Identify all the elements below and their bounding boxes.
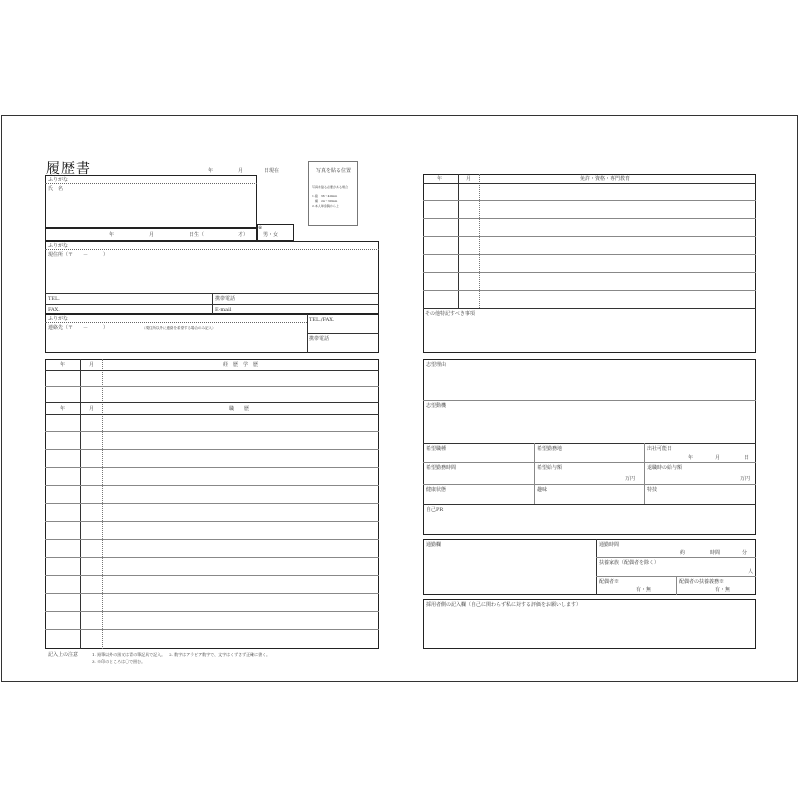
gender-mark: ※ xyxy=(258,225,263,231)
name-label: 氏 名 xyxy=(48,186,64,192)
address-divider xyxy=(212,293,213,314)
history-row-line xyxy=(45,539,379,540)
name-furigana-line xyxy=(45,183,257,184)
notes-label: 記入上の注意 xyxy=(48,652,79,658)
date-month-label: 月 xyxy=(238,168,244,174)
history-row-line xyxy=(45,575,379,576)
name-furigana-label: ふりがな xyxy=(48,177,69,183)
place-label: 希望勤務地 xyxy=(537,446,563,452)
salary-label: 希望給与額 xyxy=(537,465,563,471)
commute-divider xyxy=(596,539,597,595)
spouse-dependent-value: 有・無 xyxy=(715,587,731,593)
license-row-line xyxy=(423,183,756,184)
license-row-line xyxy=(423,254,756,255)
history-row-line xyxy=(45,611,379,612)
wishes-line xyxy=(423,504,756,505)
contact-furigana-label: ふりがな xyxy=(48,316,69,322)
history-row-line xyxy=(45,629,379,630)
contact-furigana-line xyxy=(45,322,307,323)
job-header: 職 歴 xyxy=(229,406,250,412)
license-month-header: 月 xyxy=(466,176,472,182)
address-label: 現住所（〒 － ） xyxy=(48,252,109,258)
health-label: 健康状態 xyxy=(426,487,447,493)
job-year-header: 年 xyxy=(60,406,66,412)
license-row-line xyxy=(423,200,756,201)
wishes-line xyxy=(423,443,756,444)
motivation-line xyxy=(423,400,756,401)
history-year-header: 年 xyxy=(60,362,66,368)
contact-telfax-label: TEL./FAX. xyxy=(309,317,335,323)
job-month-header: 月 xyxy=(89,406,95,412)
spouse-dependent-label: 配偶者の扶養義務※ xyxy=(679,579,725,585)
email-label: E-mail xyxy=(215,307,232,313)
history-month-header: 月 xyxy=(89,362,95,368)
license-row-line xyxy=(423,308,756,309)
birth-month-label: 月 xyxy=(149,232,155,238)
contact-tel-line xyxy=(307,333,379,334)
motivation-box[interactable] xyxy=(423,359,756,535)
hobby-label: 趣味 xyxy=(537,487,548,493)
tel-label: TEL. xyxy=(48,296,60,302)
photo-line-4: 2.本人単身胸から上 xyxy=(312,204,339,208)
hours-label: 希望勤務時間 xyxy=(426,465,457,471)
license-row-line xyxy=(423,236,756,237)
history-row-line xyxy=(45,467,379,468)
spouse-divider xyxy=(676,576,677,595)
fax-label: FAX. xyxy=(48,307,60,313)
license-row-line xyxy=(423,290,756,291)
history-row-line xyxy=(45,431,379,432)
start-day-label: 日 xyxy=(744,455,750,461)
commute-minute-label: 分 xyxy=(742,550,748,556)
hr-label: 採用者側の記入欄（自己に関わらず私に対する評価をお願いします） xyxy=(426,602,582,608)
contact-note: （現住所以外に連絡を希望する場合のみ記入） xyxy=(142,326,216,330)
contact-mobile-label: 携帯電話 xyxy=(309,336,330,342)
commute-about-label: 約 xyxy=(680,550,686,556)
history-row-line xyxy=(45,449,379,450)
commute-line xyxy=(596,557,756,558)
spouse-value: 有・無 xyxy=(636,587,652,593)
license-row-line xyxy=(423,272,756,273)
special-label: その他特記すべき事項 xyxy=(425,311,475,317)
license-month-col xyxy=(479,174,480,308)
pr-label: 自己PR xyxy=(426,507,444,513)
commute-box[interactable] xyxy=(423,539,756,595)
history-row-line xyxy=(45,402,379,403)
start-month-label: 月 xyxy=(715,455,721,461)
license-row-line xyxy=(423,218,756,219)
commute-box-label: 通勤欄 xyxy=(426,542,442,548)
date-year-label: 年 xyxy=(208,168,214,174)
sport-label: 特技 xyxy=(647,487,658,493)
birth-day-label: 日生（ xyxy=(189,232,205,238)
address-furigana-line xyxy=(45,249,379,250)
wishes-line xyxy=(423,462,756,463)
start-year-label: 年 xyxy=(688,455,694,461)
age-label: 才） xyxy=(238,232,249,238)
resume-sheet xyxy=(1,115,798,682)
birth-year-label: 年 xyxy=(109,232,115,238)
education-header: 経 歴 学 歴 xyxy=(223,362,259,368)
skill-label: 志望動機 xyxy=(426,403,447,409)
gender-label: 男・女 xyxy=(263,232,279,238)
history-row-line xyxy=(45,370,379,371)
dependents-unit: 人 xyxy=(748,569,754,575)
photo-title: 写真を貼る位置 xyxy=(316,168,352,174)
license-header: 免許・資格・専門教育 xyxy=(580,176,631,182)
history-row-line xyxy=(45,414,379,415)
history-row-line xyxy=(45,593,379,594)
mobile-label: 携帯電話 xyxy=(215,296,236,302)
wishes-col-line xyxy=(644,443,645,504)
commute-time-label: 通勤時間 xyxy=(599,542,620,548)
start-label: 出社可能日 xyxy=(647,446,673,452)
address-furigana-label: ふりがな xyxy=(48,243,69,249)
history-row-line xyxy=(45,557,379,558)
current-salary-label: 退職時の給与額 xyxy=(647,465,683,471)
notes-line-2: 3. ※印のところは〇で囲む。 xyxy=(92,659,146,664)
license-year-header: 年 xyxy=(437,176,443,182)
resume-title: 履歴書 xyxy=(46,161,91,177)
license-year-col xyxy=(458,174,459,308)
dependents-label: 扶養家族（配偶者を除く） xyxy=(599,560,660,566)
history-row-line xyxy=(45,485,379,486)
notes-line-1: 1. 鉛筆以外の黒又は青の筆記具で記入。 2. 数字はアラビア数字で、文字はくずさず正確に書く。 xyxy=(92,652,271,657)
history-row-line xyxy=(45,521,379,522)
contact-label: 連絡先（〒 － ） xyxy=(48,325,109,331)
photo-line-2: 1.縦 36〜40mm xyxy=(312,194,338,198)
photo-line-3: 横 24〜30mm xyxy=(312,199,338,203)
job-type-label: 希望職種 xyxy=(426,446,447,452)
current-salary-unit: 万円 xyxy=(740,476,751,482)
history-row-line xyxy=(45,386,379,387)
commute-hour-label: 時間 xyxy=(710,550,721,556)
date-day-label: 日現在 xyxy=(264,168,280,174)
photo-line-1: 写真を貼る必要がある場合 xyxy=(312,185,349,189)
history-row-line xyxy=(45,503,379,504)
wishes-line xyxy=(423,484,756,485)
wishes-col-line xyxy=(534,443,535,504)
spouse-label: 配偶者※ xyxy=(599,579,620,585)
salary-unit: 万円 xyxy=(625,476,636,482)
reason-label: 志望理由 xyxy=(426,362,447,368)
